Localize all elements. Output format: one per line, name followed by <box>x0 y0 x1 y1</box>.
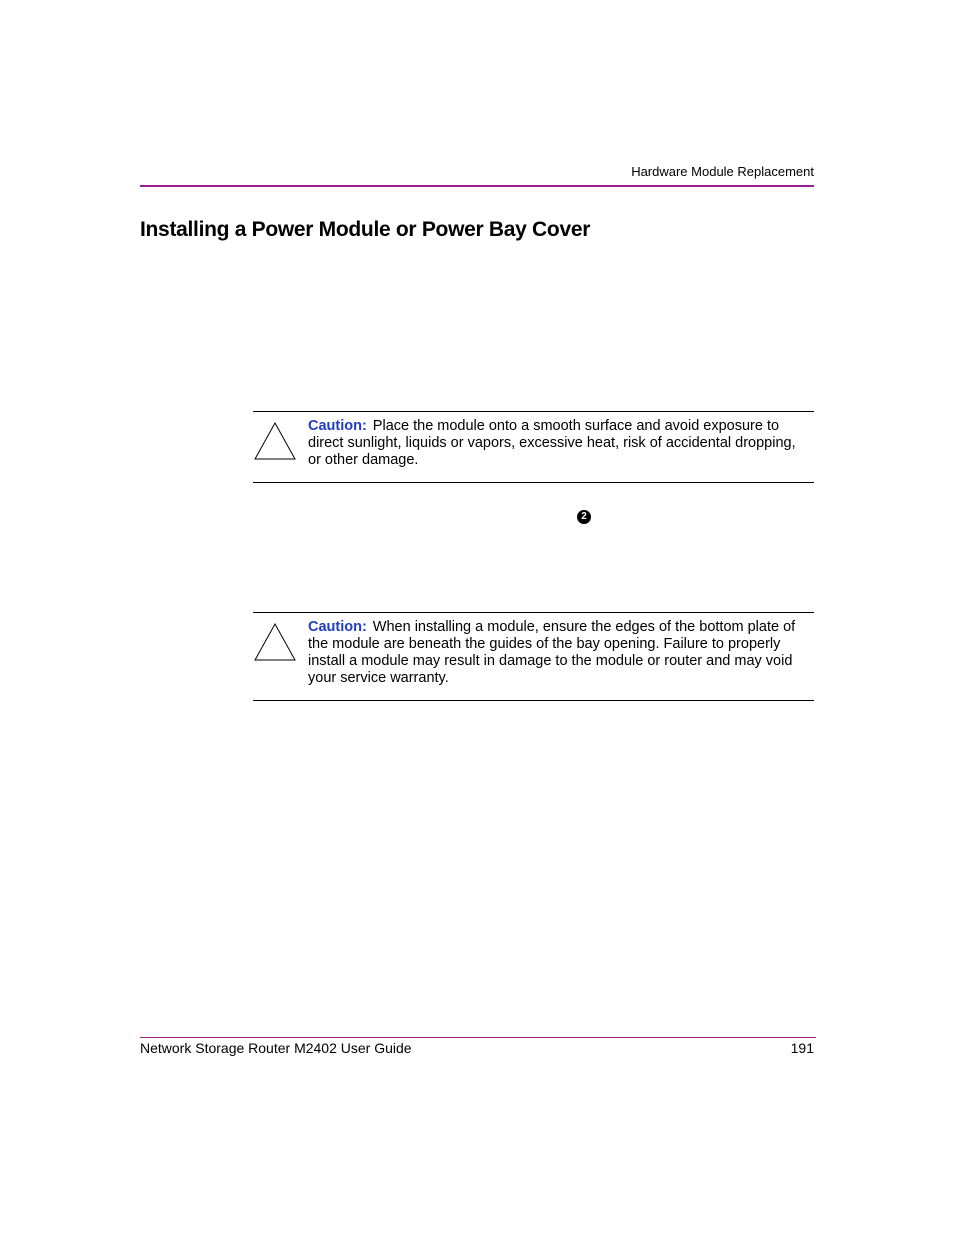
caution-box <box>253 411 814 483</box>
caution-text <box>308 418 810 469</box>
footer-guide-title: Network Storage Router M2402 User Guide <box>140 1040 412 1056</box>
running-header: Hardware Module Replacement <box>631 164 814 179</box>
section-title: Installing a Power Module or Power Bay Cover <box>140 218 591 241</box>
caution-body: Place the module onto a smooth surface and avoid exposure to direct sunlight, liquids or vapors, excessive heat, risk of accidental dropping, or other damage. <box>308 418 796 468</box>
caution-triangle-icon <box>253 622 297 662</box>
caution-label: Caution: <box>308 418 367 434</box>
footer-rule <box>140 1037 816 1038</box>
callout-number-marker: 2 <box>577 510 591 524</box>
footer-page-number: 191 <box>790 1040 814 1056</box>
caution-text <box>308 619 810 687</box>
caution-body: When installing a module, ensure the edges of the bottom plate of the module are beneath the guides of the bay opening. Failure to properly install a module may result in damage to the module or router and may void your service warranty. <box>308 619 796 686</box>
header-rule <box>140 185 814 187</box>
caution-box <box>253 612 814 701</box>
caution-triangle-icon <box>253 421 297 461</box>
caution-label: Caution: <box>308 619 367 635</box>
